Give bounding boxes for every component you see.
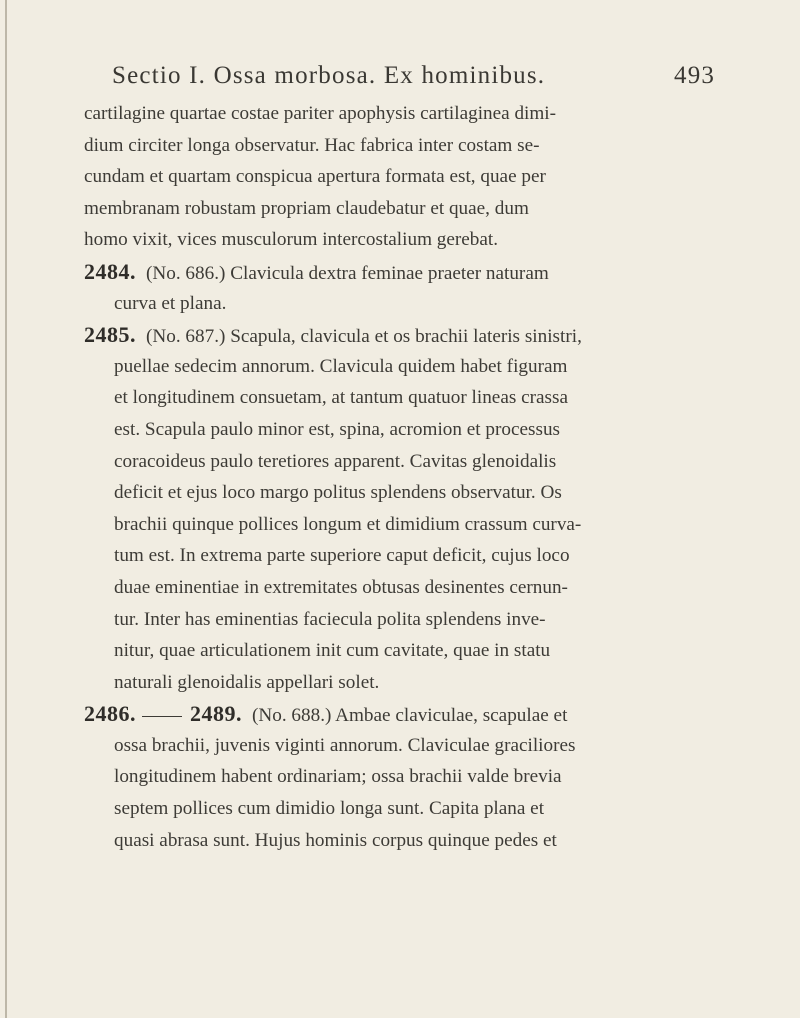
entry-number: 2484. (84, 258, 136, 284)
text-line: tur. Inter has eminentias faciecula polita splendens inve- (114, 608, 546, 630)
entry-number: 2486. (84, 701, 136, 727)
text-line: tum est. In extrema parte superiore caput deficit, cujus loco (114, 545, 570, 567)
text-line: curva et plana. (114, 292, 227, 314)
text-line: longitudinem habent ordinariam; ossa brachii valde brevia (114, 766, 562, 788)
text-line: cundam et quartam conspicua apertura formata est, quae per (84, 166, 546, 188)
range-dash (142, 716, 182, 717)
entry-number-end: 2489. (190, 701, 242, 727)
text-line: cartilagine quartae costae pariter apophysis cartilaginea dimi- (84, 103, 557, 124)
page-body (84, 98, 724, 856)
text-line: homo vixit, vices musculorum intercostalium gerebat. (84, 229, 499, 251)
text-line: ossa brachii, juvenis viginti annorum. Claviculae graciliores (114, 734, 576, 756)
page-gutter-edge (5, 0, 7, 1018)
text-line: quasi abrasa sunt. Hujus hominis corpus quinque pedes et (114, 829, 557, 851)
text-line: septem pollices cum dimidio longa sunt. Capita plana et (114, 798, 545, 820)
text-line: naturali glenoidalis appellari solet. (114, 671, 380, 693)
text-line: et longitudinem consuetam, at tantum quatuor lineas crassa (114, 387, 568, 409)
text-line: (No. 686.) Clavicula dextra feminae praeter naturam (146, 262, 549, 284)
entry-2486-first-line (84, 698, 724, 730)
text-line: (No. 687.) Scapula, clavicula et os brachii lateris sinistri, (146, 326, 582, 348)
entry-2485-first-line (84, 319, 724, 351)
text-line: puellae sedecim annorum. Clavicula quidem habet figuram (114, 355, 568, 377)
page-number: 493 (674, 62, 716, 89)
running-head (112, 62, 716, 96)
text-line: duae eminentiae in extremitates obtusas desinentes cernun- (114, 576, 568, 598)
text-line: coracoideus paulo teretiores apparent. Cavitas glenoidalis (114, 450, 557, 472)
text-line: nitur, quae articulationem init cum cavitate, quae in statu (114, 640, 551, 662)
text-line: dium circiter longa observatur. Hac fabrica inter costam se- (84, 134, 540, 156)
entry-2484-first-line (84, 256, 724, 288)
text-line: brachii quinque pollices longum et dimidium crassum curva- (114, 513, 582, 535)
text-line: deficit et ejus loco margo politus splendens observatur. Os (114, 482, 562, 504)
entry-number: 2485. (84, 322, 136, 348)
running-title: Sectio I. Ossa morbosa. Ex hominibus. (112, 62, 546, 89)
text-line: (No. 688.) Ambae claviculae, scapulae et (252, 705, 568, 727)
text-line: est. Scapula paulo minor est, spina, acromion et processus (114, 418, 561, 440)
text-line: membranam robustam propriam claudebatur et quae, dum (84, 197, 529, 219)
